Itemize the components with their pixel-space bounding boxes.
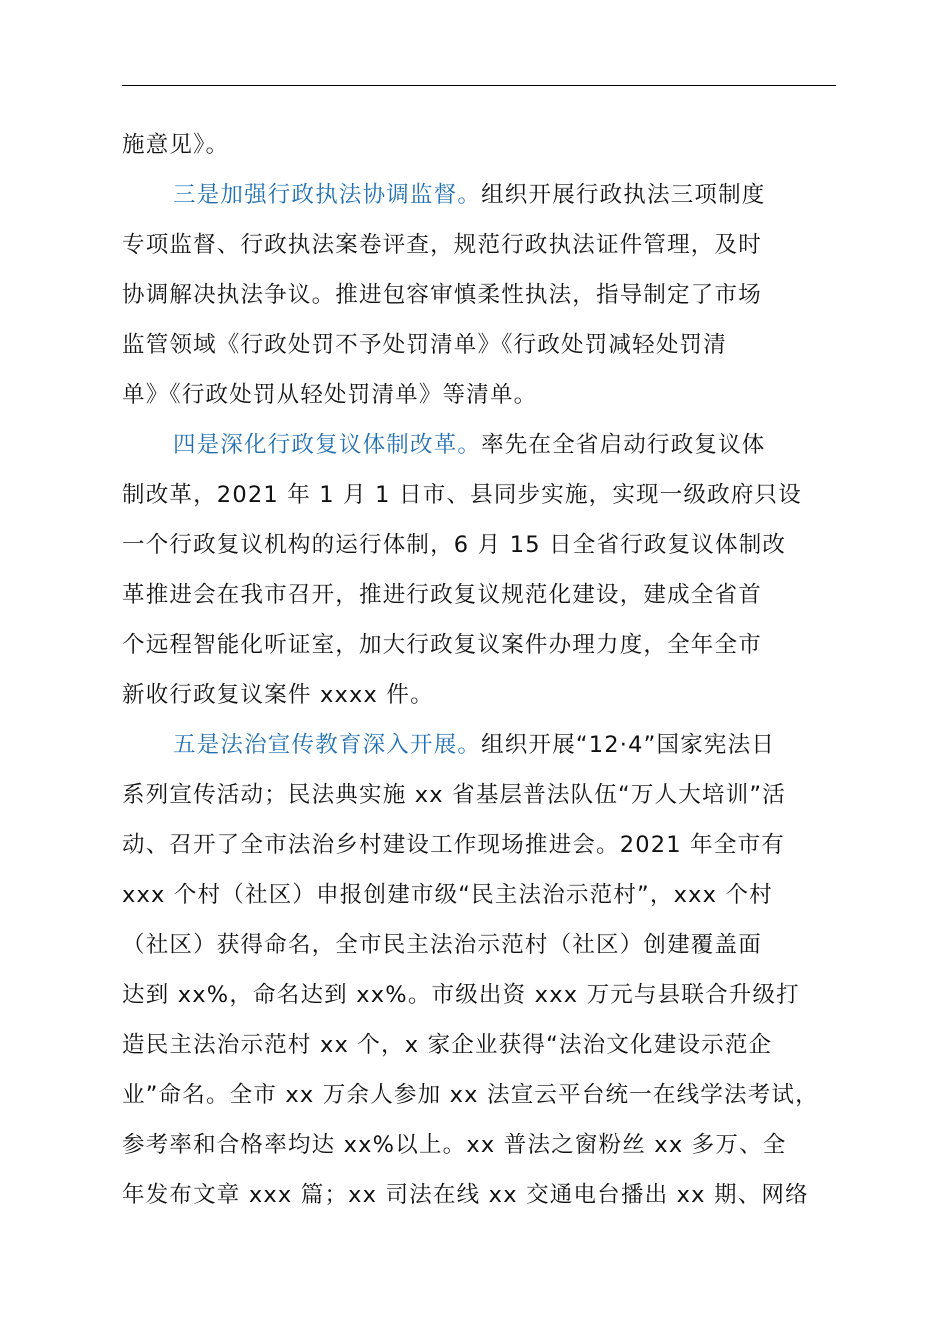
text-line (122, 770, 862, 820)
line-text: 监管领域《行政处罚不予处罚清单》《行政处罚减轻处罚清 (122, 332, 727, 358)
text-line (122, 1120, 862, 1170)
paragraph-start-5 (122, 720, 862, 770)
text-line (122, 120, 862, 170)
line-text: 组织开展行政执法三项制度 (481, 182, 766, 208)
line-text: 系列宣传活动；民法典实施 xx 省基层普法队伍“万人大培训”活 (122, 782, 786, 808)
text-line (122, 570, 862, 620)
text-line (122, 970, 862, 1020)
line-text: 施意见》。 (122, 132, 230, 158)
line-text: 单》《行政处罚从轻处罚清单》等清单。 (122, 382, 538, 408)
paragraph-heading: 五是法治宣传教育深入开展。 (173, 732, 482, 758)
text-line (122, 320, 862, 370)
line-text: 专项监督、行政执法案卷评查，规范行政执法证件管理，及时 (122, 232, 762, 258)
text-line (122, 520, 862, 570)
line-text: xxx 个村（社区）申报创建市级“民主法治示范村”，xxx 个村 (122, 882, 773, 908)
text-line (122, 620, 862, 670)
document-body (122, 120, 862, 1220)
line-text: 动、召开了全市法治乡村建设工作现场推进会。2021 年全市有 (122, 832, 785, 858)
text-line (122, 1070, 862, 1120)
text-line (122, 670, 862, 720)
text-line (122, 870, 862, 920)
line-text: 率先在全省启动行政复议体 (481, 432, 766, 458)
text-line (122, 370, 862, 420)
line-text: 年发布文章 xxx 篇；xx 司法在线 xx 交通电台播出 xx 期、网络 (122, 1182, 809, 1208)
text-line (122, 270, 862, 320)
text-line (122, 470, 862, 520)
text-line (122, 220, 862, 270)
text-line (122, 820, 862, 870)
line-text: 协调解决执法争议。推进包容审慎柔性执法，指导制定了市场 (122, 282, 762, 308)
line-text: 达到 xx%，命名达到 xx%。市级出资 xxx 万元与县联合升级打 (122, 982, 800, 1008)
line-text: 新收行政复议案件 xxxx 件。 (122, 682, 434, 708)
line-text: 参考率和合格率均达 xx%以上。xx 普法之窗粉丝 xx 多万、全 (122, 1132, 787, 1158)
line-text: 业”命名。全市 xx 万余人参加 xx 法宣云平台统一在线学法考试， (122, 1082, 819, 1108)
line-text: 组织开展“12·4”国家宪法日 (481, 732, 776, 758)
line-text: 一个行政复议机构的运行体制，6 月 15 日全省行政复议体制改 (122, 532, 787, 558)
line-text: 造民主法治示范村 xx 个，x 家企业获得“法治文化建设示范企 (122, 1032, 773, 1058)
header-divider (122, 85, 836, 86)
text-line (122, 920, 862, 970)
text-line (122, 1020, 862, 1070)
line-text: （社区）获得命名，全市民主法治示范村（社区）创建覆盖面 (122, 932, 762, 958)
text-line (122, 1170, 862, 1220)
line-text: 个远程智能化听证室，加大行政复议案件办理力度，全年全市 (122, 632, 762, 658)
line-text: 制改革，2021 年 1 月 1 日市、县同步实施，实现一级政府只设 (122, 482, 802, 508)
paragraph-start-3 (122, 170, 862, 220)
paragraph-heading: 四是深化行政复议体制改革。 (173, 432, 482, 458)
line-text: 革推进会在我市召开，推进行政复议规范化建设，建成全省首 (122, 582, 762, 608)
paragraph-heading: 三是加强行政执法协调监督。 (173, 182, 482, 208)
paragraph-start-4 (122, 420, 862, 470)
